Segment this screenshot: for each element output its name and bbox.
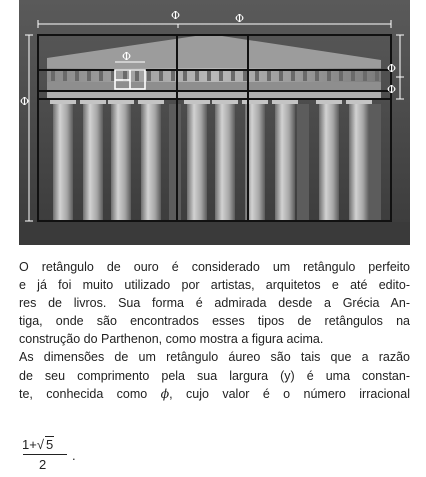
triglyph bbox=[135, 71, 139, 81]
phi-label-left: Φ bbox=[20, 95, 30, 108]
triglyph bbox=[87, 71, 91, 81]
triglyph bbox=[207, 71, 211, 81]
triglyph bbox=[315, 71, 319, 81]
triglyph bbox=[327, 71, 331, 81]
column bbox=[275, 100, 295, 222]
triglyph bbox=[339, 71, 343, 81]
column bbox=[187, 100, 207, 222]
triglyph bbox=[159, 71, 163, 81]
triglyph bbox=[183, 71, 187, 81]
text-line-with-phi bbox=[19, 385, 410, 403]
formula-denominator: 2 bbox=[39, 457, 47, 472]
triglyph bbox=[219, 71, 223, 81]
body-text bbox=[19, 258, 410, 403]
triglyph bbox=[51, 71, 55, 81]
triglyph bbox=[171, 71, 175, 81]
radicand: 5 bbox=[45, 437, 54, 452]
numerator-prefix: 1+ bbox=[22, 437, 37, 452]
column bbox=[141, 100, 161, 222]
phi-label-small: Φ bbox=[122, 50, 132, 63]
formula-numerator bbox=[22, 436, 54, 452]
paragraph bbox=[19, 258, 410, 403]
ground bbox=[19, 222, 410, 245]
triglyph bbox=[243, 71, 247, 81]
golden-ratio-formula bbox=[22, 434, 92, 474]
text-line: O retângulo de ouro é considerado um retângulo perfeito bbox=[19, 260, 410, 274]
column bbox=[349, 100, 369, 222]
sqrt-symbol: √ bbox=[36, 437, 44, 452]
phi-label-right-lower: Φ bbox=[387, 83, 397, 96]
parthenon-photo bbox=[19, 0, 410, 245]
triglyph bbox=[63, 71, 67, 81]
triglyph bbox=[195, 71, 199, 81]
triglyph bbox=[363, 71, 367, 81]
column bbox=[83, 100, 103, 222]
phi-label-right-upper: Φ bbox=[387, 62, 397, 75]
parthenon-figure bbox=[19, 0, 410, 245]
column bbox=[215, 100, 235, 222]
column bbox=[319, 100, 339, 222]
inner-column bbox=[297, 104, 309, 222]
text-line: tiga, onde são encontrados esses tipos de retângulos na bbox=[19, 314, 410, 329]
triglyph bbox=[303, 71, 307, 81]
triglyph bbox=[75, 71, 79, 81]
triglyph bbox=[255, 71, 259, 81]
column bbox=[111, 100, 131, 222]
text-line: e já foi muito utilizado por artistas, arquitetos e até edito- bbox=[19, 278, 410, 293]
text-line: res de livros. Sua forma é admirada desde a Grécia An- bbox=[19, 296, 410, 311]
phi-label-top-right: Φ bbox=[235, 12, 245, 25]
triglyph bbox=[291, 71, 295, 81]
text-fragment: te, conhecida como bbox=[19, 386, 148, 401]
triglyph bbox=[231, 71, 235, 81]
phi-symbol: ϕ bbox=[160, 385, 170, 401]
triglyph bbox=[279, 71, 283, 81]
columns bbox=[50, 98, 381, 222]
triglyph bbox=[267, 71, 271, 81]
inner-column bbox=[369, 104, 381, 222]
inner-column bbox=[169, 104, 181, 222]
triglyph bbox=[351, 71, 355, 81]
triglyph bbox=[147, 71, 151, 81]
triglyph bbox=[99, 71, 103, 81]
phi-label-top-left: Φ bbox=[171, 9, 181, 22]
formula-terminator: . bbox=[72, 448, 76, 463]
text-line: construção do Parthenon, como mostra a figura acima. bbox=[19, 332, 324, 347]
text-line: de seu comprimento pela sua largura (y) é uma constan- bbox=[19, 368, 410, 383]
triglyph bbox=[375, 71, 379, 81]
fraction-bar bbox=[23, 454, 67, 455]
text-fragment: , cujo valor é o número irracional bbox=[169, 386, 410, 401]
text-line: As dimensões de um retângulo áureo são tais que a razão bbox=[19, 350, 410, 365]
column bbox=[53, 100, 73, 222]
